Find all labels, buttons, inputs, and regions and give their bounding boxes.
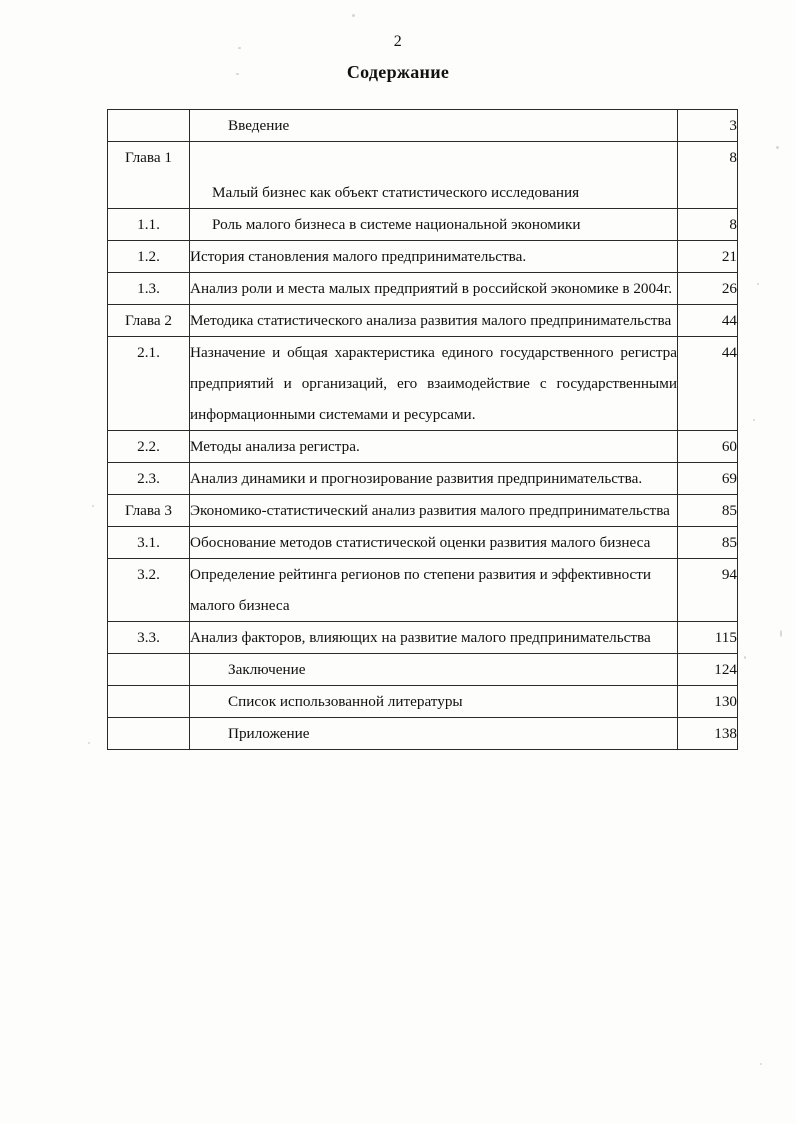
toc-page: 21 [678, 241, 738, 273]
toc-entry-title: Методика статистического анализа развития малого предпринимательства [190, 305, 678, 337]
toc-entry-title: Анализ динамики и прогнозирование развития предпринимательства. [190, 463, 678, 495]
toc-page: 26 [678, 273, 738, 305]
toc-number [108, 654, 190, 686]
toc-number: 2.2. [108, 431, 190, 463]
toc-entry-title: Роль малого бизнеса в системе национальной экономики [190, 209, 678, 241]
table-row [108, 559, 738, 622]
toc-page: 8 [678, 142, 738, 209]
toc-number: Глава 1 [108, 142, 190, 209]
table-row [108, 527, 738, 559]
table-row [108, 273, 738, 305]
toc-entry-title: Приложение [190, 718, 678, 750]
toc-page: 3 [678, 110, 738, 142]
table-row [108, 209, 738, 241]
table-row [108, 431, 738, 463]
table-row [108, 110, 738, 142]
toc-entry-title: История становления малого предпринимательства. [190, 241, 678, 273]
toc-page: 60 [678, 431, 738, 463]
toc-number [108, 718, 190, 750]
toc-number: 1.1. [108, 209, 190, 241]
toc-page: 8 [678, 209, 738, 241]
toc-entry-title: Анализ факторов, влияющих на развитие малого предпринимательства [190, 622, 678, 654]
table-row [108, 654, 738, 686]
toc-entry-title: Экономико-статистический анализ развития малого предпринимательства [190, 495, 678, 527]
table-row [108, 241, 738, 273]
toc-number: 2.1. [108, 337, 190, 431]
toc-number: Глава 2 [108, 305, 190, 337]
table-row [108, 305, 738, 337]
toc-number: 2.3. [108, 463, 190, 495]
table-row [108, 142, 738, 209]
toc-number: 1.2. [108, 241, 190, 273]
toc-entry-title: Определение рейтинга регионов по степени развития и эффективности малого бизнеса [190, 559, 678, 622]
page-number: 2 [393, 33, 403, 50]
toc-entry-title: Анализ роли и места малых предприятий в российской экономике в 2004г. [190, 273, 678, 305]
toc-entry-title: Обоснование методов статистической оценки развития малого бизнеса [190, 527, 678, 559]
toc-number: 3.3. [108, 622, 190, 654]
table-row [108, 495, 738, 527]
toc-page: 124 [678, 654, 738, 686]
toc-number [108, 110, 190, 142]
toc-page: 130 [678, 686, 738, 718]
toc-page: 69 [678, 463, 738, 495]
toc-page: 115 [678, 622, 738, 654]
toc-number: 1.3. [108, 273, 190, 305]
toc-entry-title: Введение [190, 110, 678, 142]
table-row [108, 337, 738, 431]
toc-number: Глава 3 [108, 495, 190, 527]
toc-entry-title: Заключение [190, 654, 678, 686]
toc-page: 138 [678, 718, 738, 750]
toc-page: 44 [678, 305, 738, 337]
table-row [108, 686, 738, 718]
toc-page: 94 [678, 559, 738, 622]
toc-entry-title: Назначение и общая характеристика единого государственного регистра предприятий и организаций, его взаимодействие с государственными информационными системами и ресурсами. [190, 337, 678, 431]
toc-page: 85 [678, 527, 738, 559]
toc-entry-title: Список использованной литературы [190, 686, 678, 718]
toc-page: 85 [678, 495, 738, 527]
table-row [108, 463, 738, 495]
toc-entry-title: Методы анализа регистра. [190, 431, 678, 463]
table-of-contents [107, 109, 737, 750]
table-row [108, 622, 738, 654]
toc-entry-title: Малый бизнес как объект статистического исследования [190, 142, 678, 209]
table-row [108, 718, 738, 750]
page-title: Содержание [346, 62, 450, 82]
toc-number [108, 686, 190, 718]
toc-number: 3.1. [108, 527, 190, 559]
toc-table [107, 109, 738, 750]
toc-page: 44 [678, 337, 738, 431]
toc-number: 3.2. [108, 559, 190, 622]
